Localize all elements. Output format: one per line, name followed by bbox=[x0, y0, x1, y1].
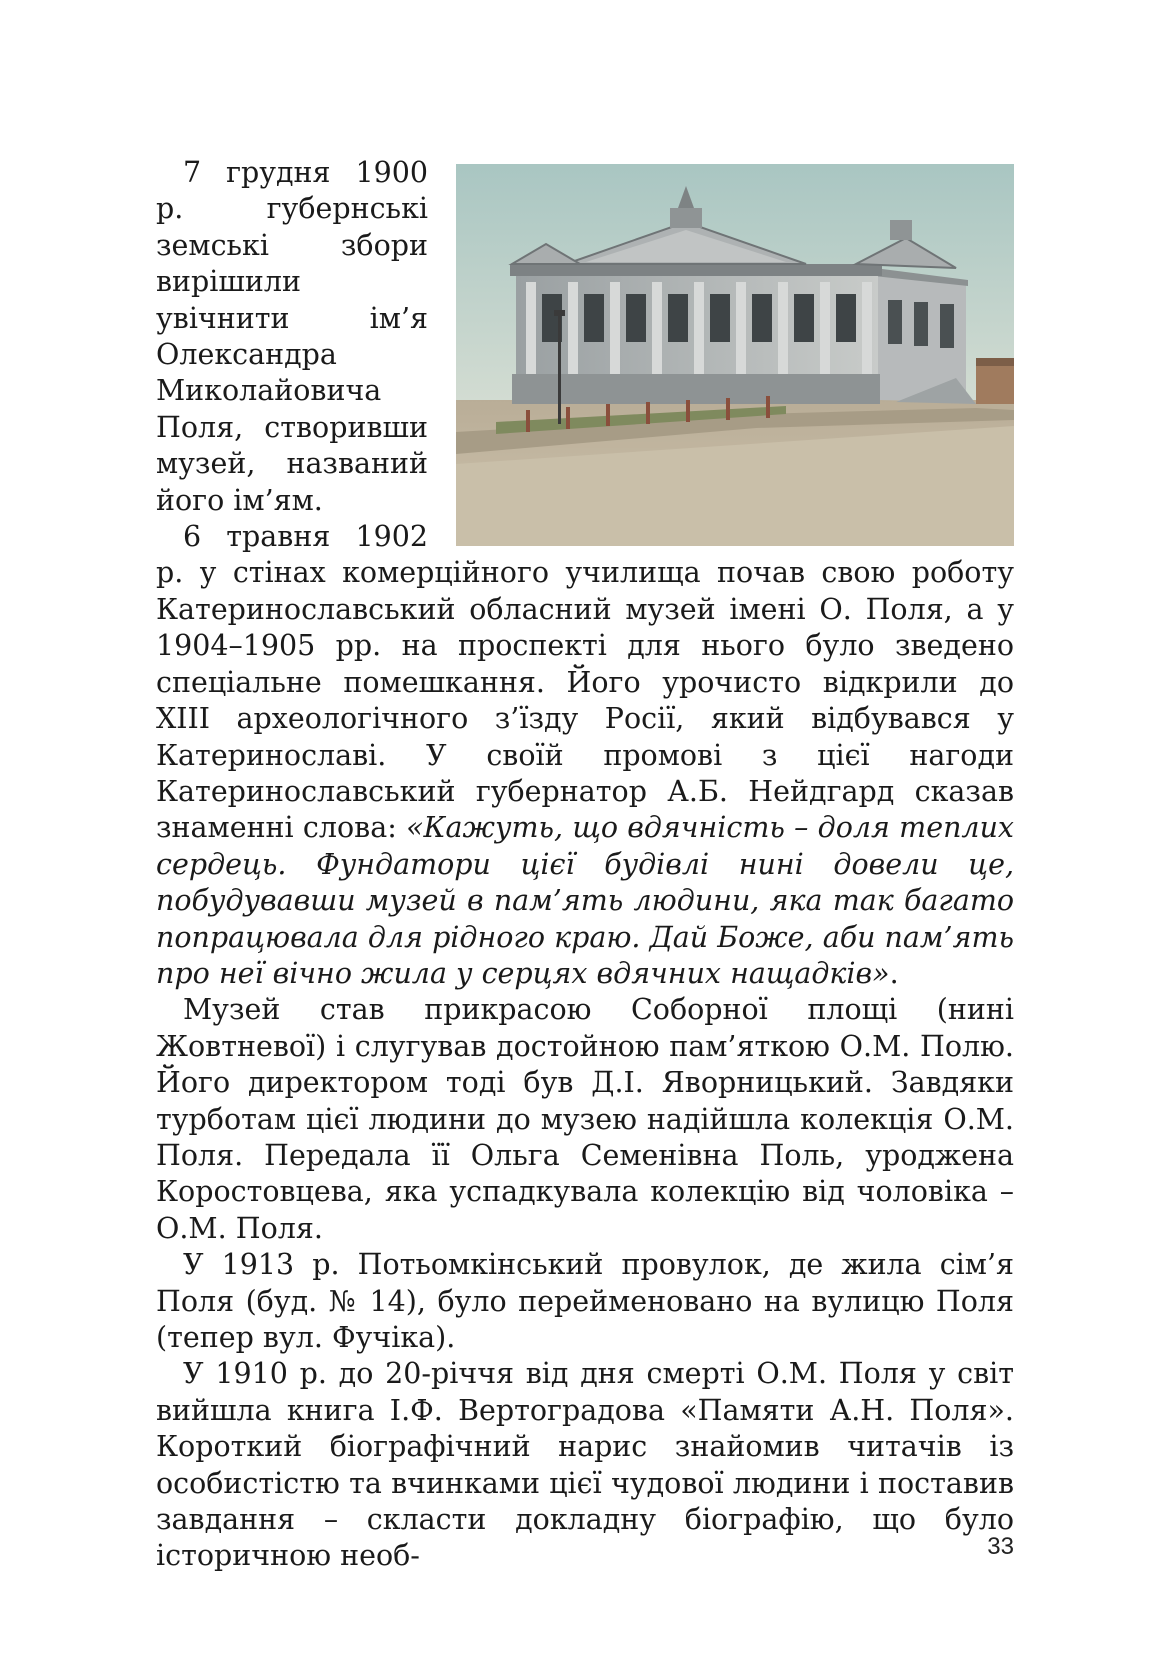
governor-quote: «Кажуть, що вдячність – доля теплих сердець. Фундатори цієї будівлі нині довели це, побудувавши музей в пам’ять людини, яка так багато попрацювала для рідного краю. Дай Боже, аби пам’ять про неї вічно жила у серцях вдячних нащадків» bbox=[156, 811, 1015, 990]
paragraph-4: У 1913 р. Потьомкінський провулок, де жила сім’я Поля (буд. № 14), було перейменовано на вулицю Поля (тепер вул. Фучіка). bbox=[156, 1248, 1014, 1354]
paragraph-2-end: . bbox=[889, 956, 899, 990]
paragraph-2-text: 6 травня 1902 р. у стінах комерційного училища почав свою роботу Катеринославський обласний музей імені О. Поля, а у 1904–1905 рр. на проспекті для нього було зведено спеціальне помешкання. Його урочисто відкрили до XIII археологічного з’їзду Росії, який відбувався у Катеринославі. У своїй промові з цієї нагоди Катеринославський губернатор А.Б. Нейдгард сказав знаменні слова: bbox=[156, 520, 1014, 845]
body-text bbox=[156, 155, 1014, 1575]
paragraph-3: Музей став прикрасою Соборної площі (нині Жовтневої) і слугував достойною пам’яткою О.М. Полю. Його директором тоді був Д.І. Яворницький. Завдяки турботам цієї людини до музею надійшла колекція О.М. Поля. Передала її Ольга Семенівна Поль, уроджена Коростовцева, яка успадкувала колекцію від чоловіка – О.М. Поля. bbox=[156, 993, 1014, 1245]
museum-building-illustration bbox=[456, 164, 1014, 546]
paragraph-5: У 1910 р. до 20-річчя від дня смерті О.М. Поля у світ вийшла книга І.Ф. Вертоградова «Памяти А.Н. Поля». Короткий біографічний нарис знайомив читачів із особистістю та вчинками цієї чудової людини і поставив завдання – скласти докладну біографію, що було історичною необ- bbox=[156, 1357, 1014, 1573]
page-number: 33 bbox=[987, 1533, 1014, 1560]
paragraph-1: 7 грудня 1900 р. губернські земські збори вирішили увічнити ім’я Олександра Миколайовича Поля, створивши музей, названий його ім’ям. bbox=[156, 156, 428, 517]
museum-building-photo bbox=[456, 164, 1014, 546]
paragraph-2 bbox=[156, 519, 1014, 992]
